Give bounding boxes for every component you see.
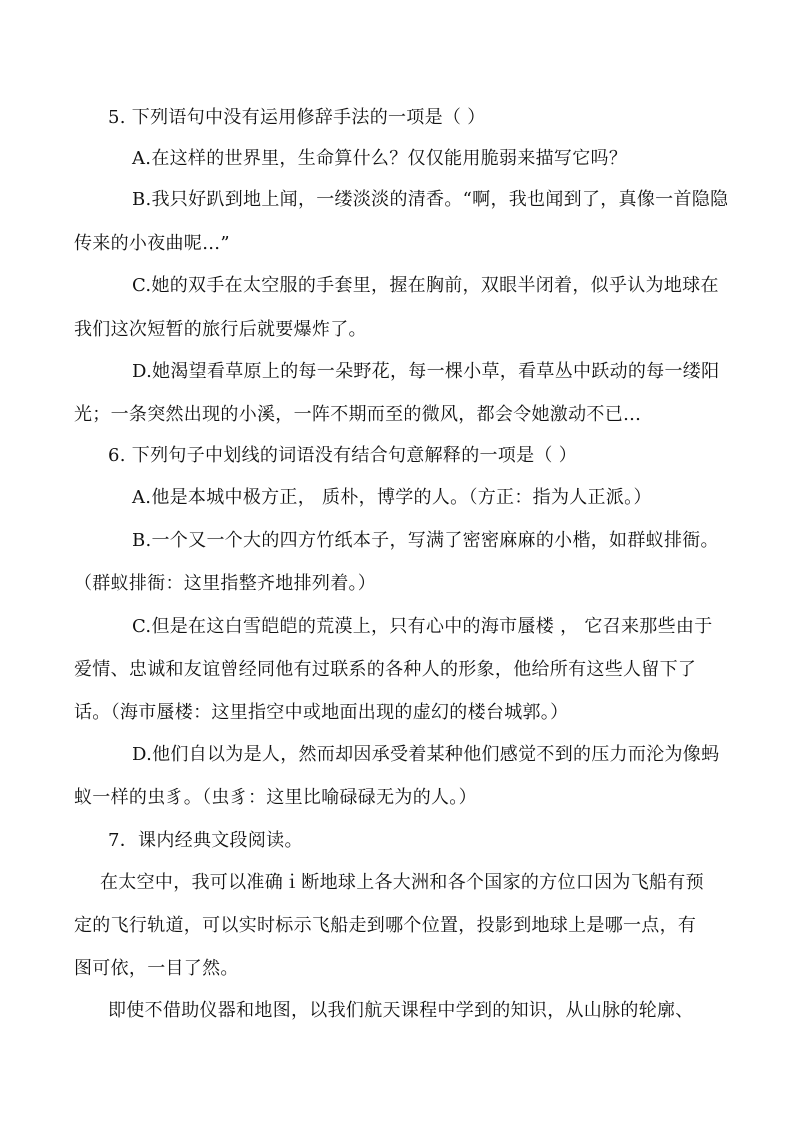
passage-line-2: 定的飞行轨道，可以实时标示飞船走到哪个位置，投影到地球上是哪一点，有	[74, 915, 697, 936]
passage-line-1: 在太空中，我可以准确ｉ断地球上各大洲和各个国家的方位口因为飞船有预	[100, 872, 704, 893]
question-5-option-d-line-1: D.她渴望看草原上的每一朵野花，每一棵小草，看草丛中跃动的每一缕阳	[132, 361, 720, 382]
question-7-heading: 7．课内经典文段阅读。	[108, 830, 303, 851]
question-6-option-a: A.他是本城中极方正， 质朴，博学的人。（方正：指为人正派。）	[132, 487, 652, 508]
question-5-stem: 5. 下列语句中没有运用修辞手法的一项是（ ）	[108, 107, 486, 128]
question-6-option-d-line-1: D.他们自以为是人，然而却因承受着某种他们感觉不到的压力而沦为像蚂	[132, 744, 720, 765]
question-5-option-d-line-2: 光；一条突然出现的小溪，一阵不期而至的微风，都会令她激动不已…	[74, 404, 642, 425]
question-5-option-a: A.在这样的世界里，生命算什么？仅仅能用脆弱来描写它吗？	[132, 148, 628, 169]
question-6-option-c-line-2: 爱情、忠诚和友谊曾经同他有过联系的各种人的形象，他给所有这些人留下了	[74, 659, 697, 680]
question-6-option-b-line-2: （群蚁排衙：这里指整齐地排列着。）	[74, 573, 377, 594]
question-5-option-b-line-2: 传来的小夜曲呢…”	[74, 233, 230, 254]
passage-line-3: 图可依，一目了然。	[74, 958, 239, 979]
question-6-option-d-line-2: 蚁一样的虫豸。（虫豸：这里比喻碌碌无为的人。）	[74, 787, 477, 808]
question-6-option-c-line-1: C.但是在这白雪皑皑的荒漠上，只有心中的海市蜃楼 ， 它召来那些由于	[132, 616, 713, 637]
question-6-stem: 6. 下列句子中划线的词语没有结合句意解释的一项是（ ）	[108, 445, 578, 466]
passage-line-4: 即使不借助仪器和地图，以我们航天课程中学到的知识，从山脉的轮廓、	[108, 1000, 694, 1021]
question-6-option-c-line-3: 话。（海市蜃楼：这里指空中或地面出现的虚幻的楼台城郭。）	[74, 702, 569, 723]
question-6-option-b-line-1: B.一个又一个大的四方竹纸本子，写满了密密麻麻的小楷，如群蚁排衙。	[132, 530, 719, 551]
question-5-option-c-line-1: C.她的双手在太空服的手套里，握在胸前，双眼半闭着，似乎认为地球在	[132, 275, 719, 296]
question-5-option-b-line-1: B.我只好趴到地上闻，一缕淡淡的清香。“啊，我也闻到了，真像一首隐隐	[132, 189, 729, 210]
question-5-option-c-line-2: 我们这次短暂的旅行后就要爆炸了。	[74, 319, 367, 340]
